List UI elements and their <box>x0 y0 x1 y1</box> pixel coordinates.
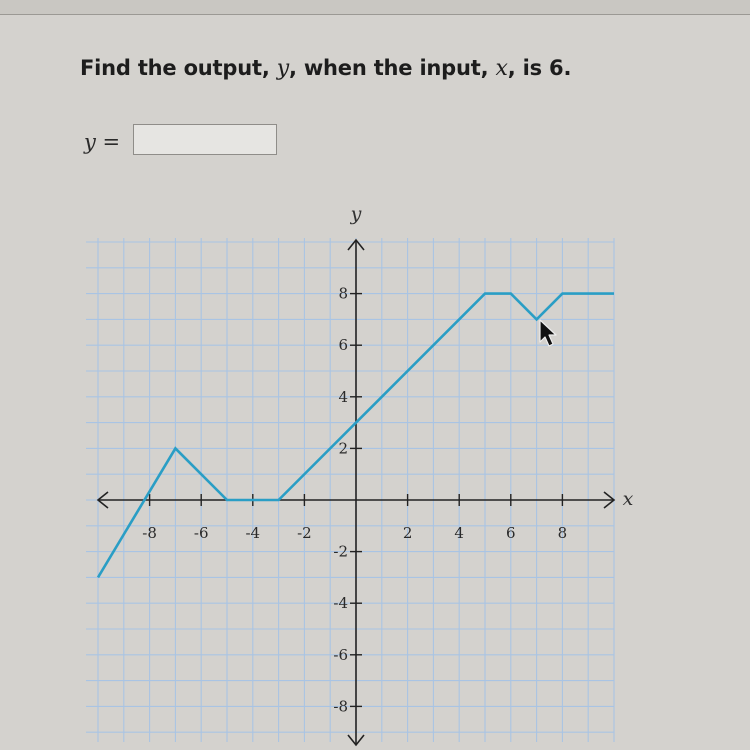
x-tick-label: 4 <box>454 524 464 542</box>
question-prefix: Find the output, <box>80 56 277 80</box>
x-axis-label: x <box>622 488 634 510</box>
x-tick-label: 6 <box>506 524 516 542</box>
question-middle: , when the input, <box>288 56 496 80</box>
x-tick-label: -6 <box>193 524 209 542</box>
x-tick-label: 8 <box>557 524 568 542</box>
grid <box>86 238 614 742</box>
x-tick-label: -8 <box>142 524 157 542</box>
y-tick-label: 8 <box>338 284 348 303</box>
input-value: 6 <box>549 56 564 80</box>
answer-label: y = <box>84 130 121 154</box>
cursor-pointer-icon <box>540 320 556 346</box>
y-tick-label: -4 <box>333 594 348 613</box>
y-tick-label: 6 <box>338 336 348 355</box>
question-suffix: , is <box>507 56 550 80</box>
x-tick-label: -2 <box>297 524 312 542</box>
output-variable: y <box>276 56 289 81</box>
x-tick-label: -4 <box>245 524 261 542</box>
y-tick-label: 4 <box>338 387 348 406</box>
y-tick-label: -6 <box>333 645 348 664</box>
question-end: . <box>563 56 572 80</box>
input-variable: x <box>495 56 508 81</box>
y-tick-label: 2 <box>338 439 348 458</box>
x-tick-label: 2 <box>402 524 413 542</box>
y-tick-label: -2 <box>333 542 348 561</box>
y-tick-label: -8 <box>333 697 348 716</box>
y-axis-label: y <box>350 203 362 225</box>
